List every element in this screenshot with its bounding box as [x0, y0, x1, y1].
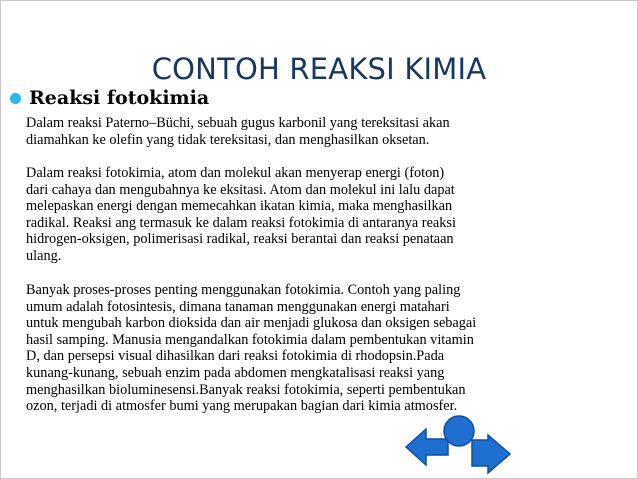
navigation-buttons — [404, 414, 514, 476]
arrow-down-right-icon[interactable] — [472, 435, 510, 473]
section-heading: Reaksi fotokimia — [29, 87, 210, 109]
paragraph-photochemistry-examples: Banyak proses-proses penting menggunakan fotokimia. Contoh yang paling umum adalah fotosintesis, dimana tanaman menggunakan energi matahari untuk mengubah karbon dioksida dan air menjadi glukosa dan oksigen sebagai hasil samping. Manusia mengandalkan fotokimia dalam pembentukan vitamin D, dan persepsi visual dihasilkan dari reaksi fotokimia di rhodopsin.Pada kunang-kunang, sebuah enzim pada abdomen mengkatalisasi reaksi yang menghasilkan bioluminesensi.Banyak reaksi fotokimia, seperti pembentukan ozon, terjadi di atmosfer bumi yang merupakan bagian dari kimia atmosfer. — [26, 282, 477, 415]
paragraph-paterno-buchi: Dalam reaksi Paterno–Büchi, sebuah gugus karbonil yang tereksitasi akan diamahkan ke olefin yang tidak tereksitasi, dan menghasilkan oksetan. — [26, 115, 450, 148]
bullet-circle-icon — [10, 93, 21, 104]
home-circle-icon[interactable] — [444, 416, 474, 446]
paragraph-photochemistry-definition: Dalam reaksi fotokimia, atom dan molekul akan menyerap energi (foton) dari cahaya dan mengubahnya ke eksitasi. Atom dan molekul ini lalu dapat melepaskan energi dengan memecahkan ikatan kimia, maka menghasilkan radikal. Reaksi ang termasuk ke dalam reaksi fotokimia di antaranya reaksi hidrogen-oksigen, polimerisasi radikal, reaksi berantai dan reaksi penataan ulang. — [26, 165, 456, 264]
slide-title: CONTOH REAKSI KIMIA — [151, 52, 487, 86]
bullet-heading-row — [10, 86, 209, 110]
arrow-left-icon[interactable] — [406, 429, 448, 465]
